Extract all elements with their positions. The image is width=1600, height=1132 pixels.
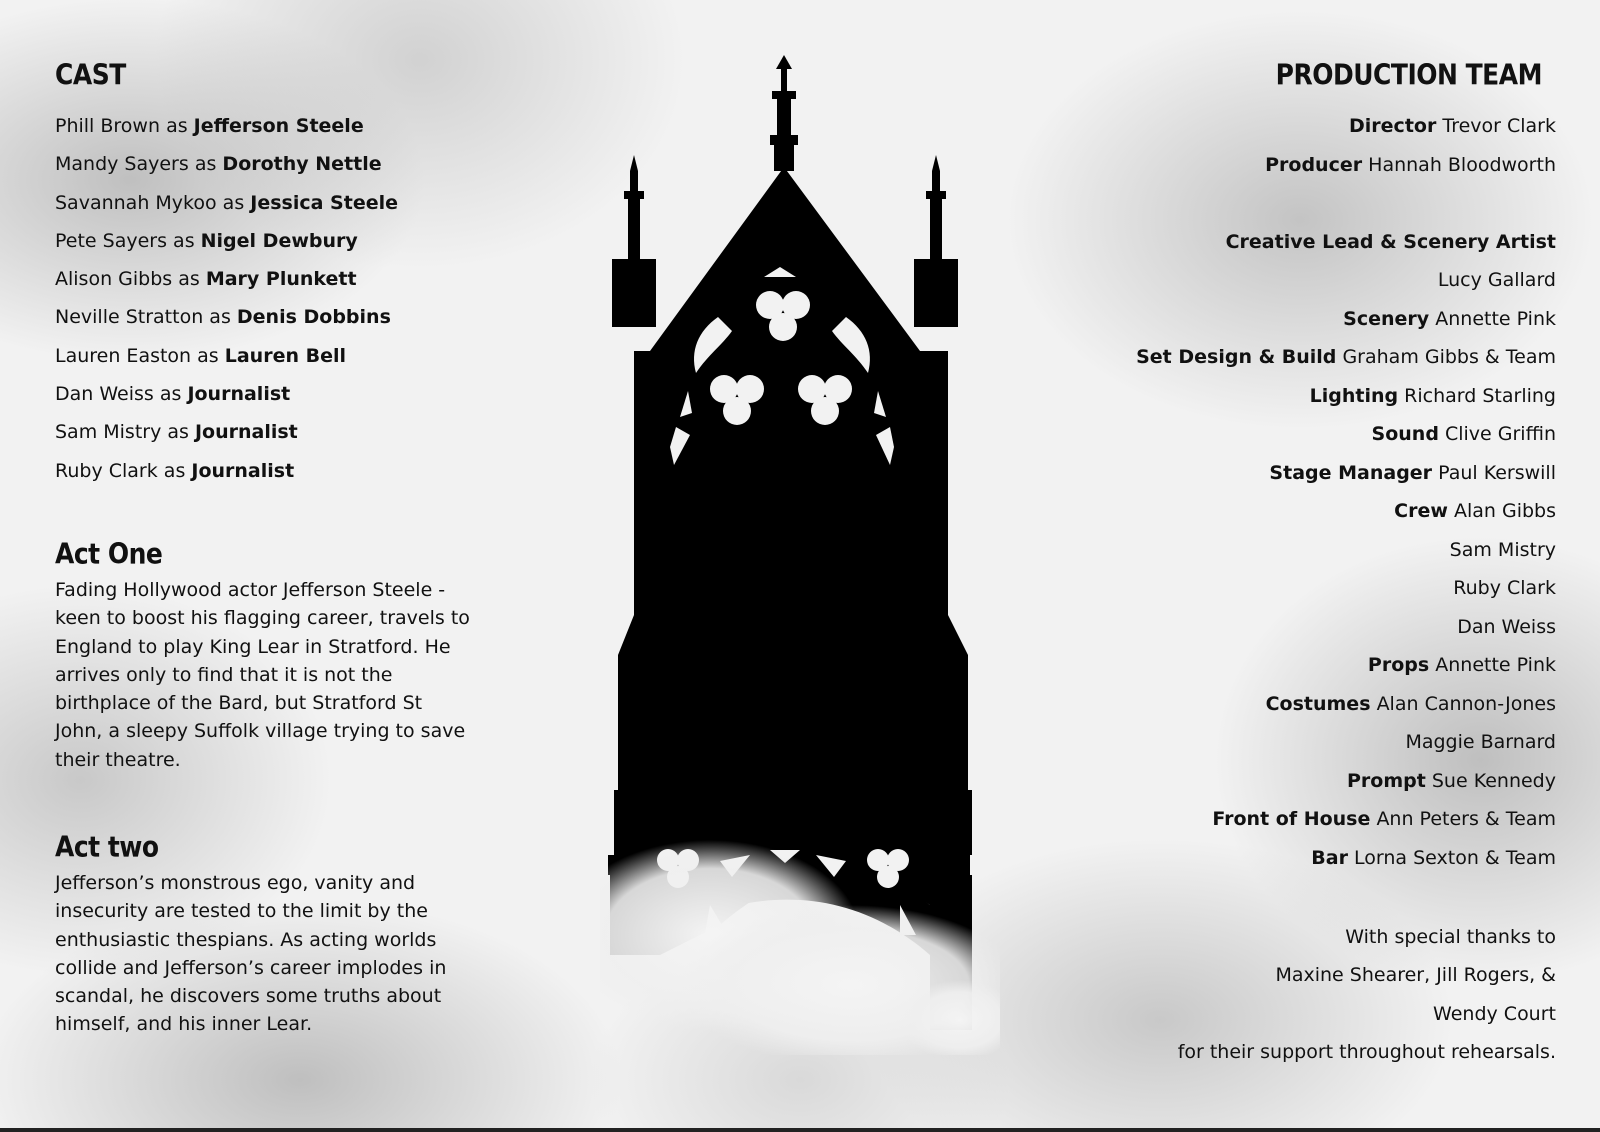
credit-name: Annette Pink: [1435, 307, 1556, 330]
cast-role-name: Denis Dobbins: [236, 306, 391, 329]
credit-title: Sound: [1371, 423, 1439, 445]
cast-member: [55, 184, 475, 222]
act-one-section: [55, 537, 475, 774]
credit-name: Graham Gibbs & Team: [1342, 346, 1556, 368]
production-credit: [1036, 492, 1556, 531]
production-credit: [1036, 723, 1556, 762]
cast-list: [55, 107, 475, 490]
credit-name: Richard Starling: [1404, 384, 1556, 407]
cast-section: [55, 58, 475, 490]
credit-name: Ann Peters & Team: [1376, 808, 1556, 830]
production-credit: [1036, 261, 1556, 300]
credit-title: Crew: [1394, 500, 1448, 522]
cast-member: [55, 145, 475, 183]
cast-as-word: as: [194, 153, 217, 176]
cast-actor-name: Lauren Easton: [55, 344, 192, 367]
production-credit: [1036, 338, 1556, 377]
credit-title: Producer: [1265, 153, 1363, 176]
special-thanks: [996, 918, 1556, 1071]
cast-actor-name: Sam Mistry: [55, 421, 162, 444]
cast-actor-name: Neville Stratton: [55, 306, 204, 329]
credit-title: Front of House: [1212, 808, 1371, 830]
credit-name: Sam Mistry: [1449, 538, 1556, 561]
cast-as-word: as: [166, 115, 188, 137]
cast-as-word: as: [167, 421, 189, 444]
credit-title: Lighting: [1309, 384, 1399, 407]
credit-name: Maggie Barnard: [1405, 731, 1556, 753]
cast-role-name: Journalist: [194, 421, 298, 444]
production-credit: [1036, 377, 1556, 416]
production-credit: [1036, 184, 1556, 223]
production-credit: [1036, 454, 1556, 493]
production-credit: [1036, 415, 1556, 454]
cast-member: [55, 413, 475, 451]
cast-as-word: as: [197, 344, 219, 367]
production-list: [1036, 107, 1556, 877]
production-credit: [1036, 800, 1556, 839]
cast-role-name: Mary Plunkett: [205, 268, 357, 291]
cast-member: [55, 452, 475, 490]
cast-actor-name: Phill Brown: [55, 115, 161, 137]
cast-as-word: as: [159, 383, 182, 406]
cast-actor-name: Dan Weiss: [55, 383, 154, 406]
cast-role-name: Journalist: [187, 383, 291, 406]
cast-member: [55, 298, 475, 336]
credit-name: Annette Pink: [1435, 654, 1556, 676]
cast-member: [55, 375, 475, 413]
cast-as-word: as: [209, 306, 231, 329]
credit-title: Props: [1367, 654, 1430, 676]
cast-actor-name: Alison Gibbs: [55, 268, 173, 291]
act-one-synopsis: Fading Hollywood actor Jefferson Steele - keen to boost his flagging career, travels to England to play King Lear in Stratford. He arrives only to find that it is not the birthplace of the Bard, but Stratford St John, a sleepy Suffolk village trying to save their theatre.: [55, 579, 470, 771]
act-two-heading: Act two: [55, 830, 159, 864]
gothic-tower-silhouette-icon: [600, 55, 1000, 1055]
cast-as-word: as: [163, 459, 186, 482]
credit-title: Set Design & Build: [1136, 346, 1337, 368]
cast-member: [55, 222, 475, 260]
cast-as-word: as: [173, 229, 195, 252]
cast-member: [55, 337, 475, 375]
cast-heading: CAST: [55, 58, 126, 92]
credit-name: Hannah Bloodworth: [1368, 153, 1556, 176]
production-credit: [1036, 107, 1556, 146]
act-two-synopsis: Jefferson’s monstrous ego, vanity and insecurity are tested to the limit by the enthusiastic thespians. As acting worlds collide and Jefferson’s career implodes in scandal, he discovers some truths about himself, and his inner Lear.: [55, 872, 447, 1036]
thanks-line: for their support throughout rehearsals.: [1177, 1040, 1556, 1063]
cast-actor-name: Mandy Sayers: [55, 153, 189, 176]
production-credit: [1036, 300, 1556, 339]
credit-title: Prompt: [1346, 769, 1426, 792]
credit-title: Stage Manager: [1269, 461, 1433, 484]
credit-name: Paul Kerswill: [1438, 461, 1556, 484]
cast-member: [55, 107, 475, 145]
cast-as-word: as: [222, 191, 245, 214]
credit-name: Alan Cannon-Jones: [1376, 692, 1556, 715]
credit-name: Lorna Sexton & Team: [1354, 846, 1556, 869]
cast-role-name: Jessica Steele: [250, 191, 398, 214]
production-credit: [1036, 223, 1556, 262]
cast-as-word: as: [178, 268, 200, 291]
production-credit: [1036, 762, 1556, 801]
credit-title: Bar: [1311, 846, 1348, 869]
credit-name: Trevor Clark: [1442, 115, 1556, 137]
credit-title: Scenery: [1343, 307, 1430, 330]
credit-title: Creative Lead & Scenery Artist: [1225, 230, 1556, 253]
page-bottom-edge: [0, 1128, 1600, 1132]
credit-name: Dan Weiss: [1457, 615, 1556, 638]
cast-role-name: Lauren Bell: [224, 344, 346, 367]
production-credit: [1036, 685, 1556, 724]
cast-member: [55, 260, 475, 298]
production-credit: [1036, 608, 1556, 647]
credit-name: Alan Gibbs: [1453, 500, 1556, 522]
production-credit: [1036, 569, 1556, 608]
credit-name: Sue Kennedy: [1431, 769, 1556, 792]
act-two-section: [55, 830, 475, 1039]
credit-name: Lucy Gallard: [1437, 269, 1556, 291]
production-credit: [1036, 839, 1556, 878]
production-credit: [1036, 146, 1556, 185]
credit-title: Costumes: [1265, 692, 1371, 715]
credit-title: Director: [1349, 115, 1437, 137]
cast-actor-name: Savannah Mykoo: [55, 191, 217, 214]
thanks-line: Wendy Court: [1433, 1002, 1556, 1025]
thanks-line: Maxine Shearer, Jill Rogers, &: [1275, 964, 1556, 987]
cast-actor-name: Ruby Clark: [55, 459, 158, 482]
cast-role-name: Nigel Dewbury: [200, 229, 358, 252]
production-section: [1036, 58, 1556, 877]
production-credit: [1036, 646, 1556, 685]
production-credit: [1036, 531, 1556, 570]
cast-actor-name: Pete Sayers: [55, 229, 167, 252]
credit-name: Clive Griffin: [1444, 423, 1556, 445]
cast-role-name: Journalist: [191, 459, 295, 482]
act-one-heading: Act One: [55, 537, 163, 571]
cast-role-name: Dorothy Nettle: [222, 153, 382, 176]
cast-role-name: Jefferson Steele: [193, 115, 364, 137]
thanks-line: With special thanks to: [1345, 926, 1556, 948]
production-heading: PRODUCTION TEAM: [1275, 58, 1542, 92]
credit-name: Ruby Clark: [1453, 577, 1556, 599]
